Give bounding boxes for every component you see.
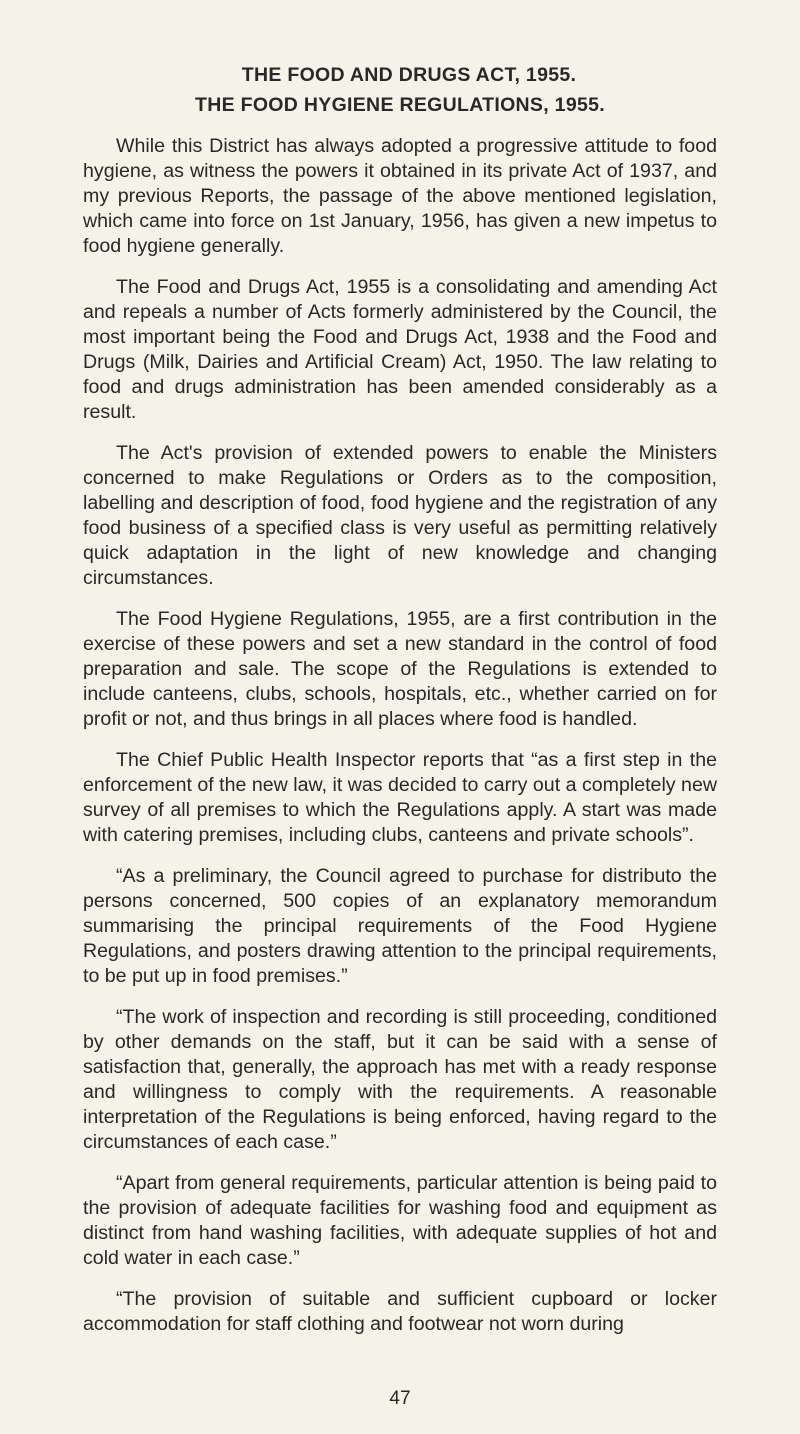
paragraph-extended-powers: The Act's provision of extended powers to enable the Ministers concerned to make Regulations or Orders as to the composition, labelling and description of food, food hygiene and the registration of any food business of a specified class is very useful as permitting relatively quick adaptation in the light of new knowledge and changing circumstances. (83, 442, 717, 589)
regulations-title: THE FOOD HYGIENE REGULATIONS, 1955. (195, 94, 605, 116)
paragraph-inspector-report: The Chief Public Health Inspector reports that “as a first step in the enforcement of the new law, it was decided to carry out a completely new survey of all premises to which the Regulations apply. A start was made with catering premises, including clubs, canteens and private schools”. (83, 749, 717, 846)
paragraph-consolidating-act: The Food and Drugs Act, 1955 is a consolidating and amending Act and repeals a number of Acts formerly administered by the Council, the most important being the Food and Drugs Act, 1938 and the Food and Drugs (Milk, Dairies and Artificial Cream) Act, 1950. The law relating to food and drugs administration has been amended considerably as a result. (83, 276, 717, 423)
paragraph-washing-facilities: “Apart from general requirements, particular attention is being paid to the provision of adequate facilities for washing food and equipment as distinct from hand washing facilities, with adequate supplies of hot and cold water in each case.” (83, 1172, 717, 1269)
paragraph-hygiene-regulations: The Food Hygiene Regulations, 1955, are a first contribution in the exercise of these powers and set a new standard in the control of food preparation and sale. The scope of the Regulations is extended to include canteens, clubs, schools, hospitals, etc., whether carried on for profit or not, and thus brings in all places where food is handled. (83, 608, 717, 730)
heading-block (83, 60, 717, 120)
paragraph-inspection-work: “The work of inspection and recording is still proceeding, conditioned by other demands on the staff, but it can be said with a sense of satisfaction that, generally, the approach has met with a ready response and willingness to comply with the requirements. A reasonable interpretation of the Regulations is being enforced, having regard to the circumstances of each case.” (83, 1006, 717, 1153)
paragraph-preliminary: “As a preliminary, the Council agreed to purchase for distributo the persons concerned, 500 copies of an explanatory memorandum summarising the principal requirements of the Food Hygiene Regulations, and posters drawing attention to the principal requirements, to be put up in food premises.” (83, 865, 717, 987)
document-page (83, 60, 717, 1353)
paragraph-locker-accommodation: “The provision of suitable and sufficient cupboard or locker accommodation for staff clothing and footwear not worn during (83, 1288, 717, 1335)
paragraph-intro: While this District has always adopted a progressive attitude to food hygiene, as witness the powers it obtained in its private Act of 1937, and my previous Reports, the passage of the above mentioned legislation, which came into force on 1st January, 1956, has given a new impetus to food hygiene generally. (83, 135, 717, 257)
page-number: 47 (389, 1388, 411, 1409)
act-title: THE FOOD AND DRUGS ACT, 1955. (241, 64, 577, 86)
